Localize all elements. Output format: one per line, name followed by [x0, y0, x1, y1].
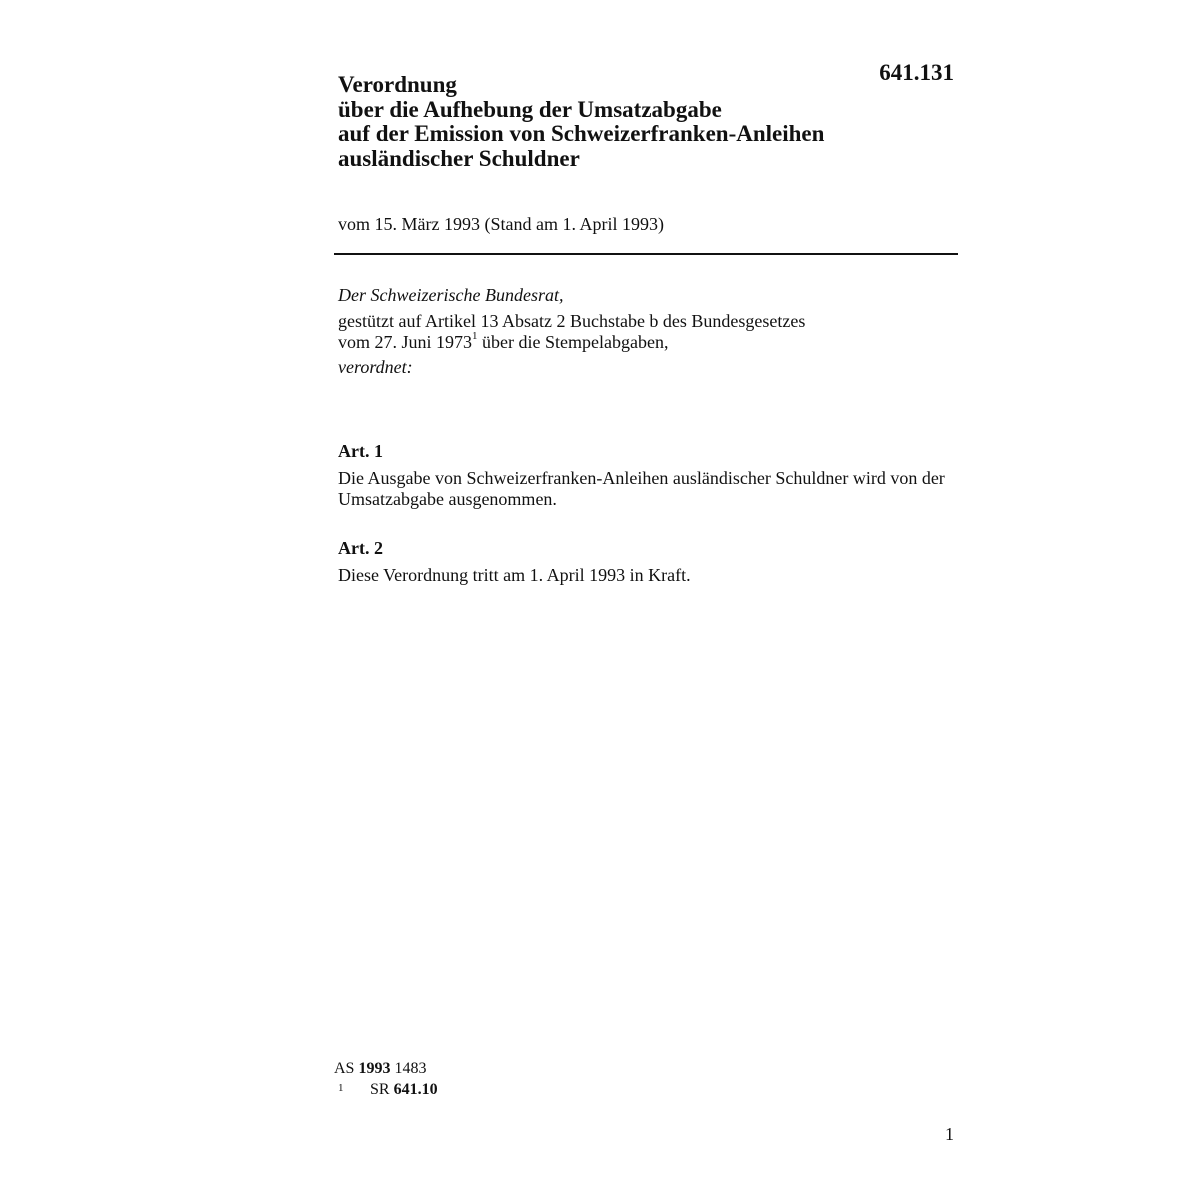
article-text: Diese Verordnung tritt am 1. April 1993 in Kraft.	[338, 565, 691, 585]
footnote-mark: 1	[338, 1082, 344, 1094]
title-line: über die Aufhebung der Umsatzabgabe	[338, 96, 722, 122]
article-heading: Art. 2	[338, 538, 383, 558]
title-line: Verordnung	[338, 72, 457, 97]
horizontal-rule	[334, 253, 958, 255]
article-text: Die Ausgabe von Schweizerfranken-Anleihen ausländischer Schuldner wird von der Umsatzabgabe ausgenommen.	[338, 468, 945, 509]
preamble	[338, 284, 958, 378]
title-line: ausländischer Schuldner	[338, 145, 580, 171]
legal-basis-line: gestützt auf Artikel 13 Absatz 2 Buchstabe b des Bundesgesetzes	[338, 311, 806, 331]
footnote	[334, 1079, 438, 1100]
footnote-prefix: SR	[370, 1081, 394, 1098]
legal-basis	[338, 311, 958, 353]
source-page: 1483	[390, 1060, 427, 1077]
legal-basis-date: vom 27. Juni 1973	[338, 332, 473, 352]
footnote-sr-number: 641.10	[393, 1081, 438, 1098]
article-heading: Art. 1	[338, 441, 383, 461]
footnote-reference[interactable]: 1	[472, 330, 478, 342]
sr-number: 641.131	[879, 60, 954, 85]
decrees: verordnet:	[338, 357, 413, 377]
date-line: vom 15. März 1993 (Stand am 1. April 1993)	[338, 214, 664, 234]
article-2	[338, 537, 958, 586]
title-line: auf der Emission von Schweizerfranken-Anleihen	[338, 121, 825, 146]
article-1	[338, 440, 958, 510]
document-title	[338, 73, 898, 171]
source-year: 1993	[358, 1060, 391, 1077]
source-prefix: AS	[334, 1060, 359, 1077]
footnotes	[334, 1058, 438, 1100]
legal-basis-subject: über die Stempelabgaben,	[477, 332, 669, 352]
source-reference	[334, 1058, 438, 1079]
legal-basis-line	[338, 332, 958, 353]
page-number: 1	[945, 1124, 954, 1144]
issuer: Der Schweizerische Bundesrat,	[338, 285, 564, 305]
